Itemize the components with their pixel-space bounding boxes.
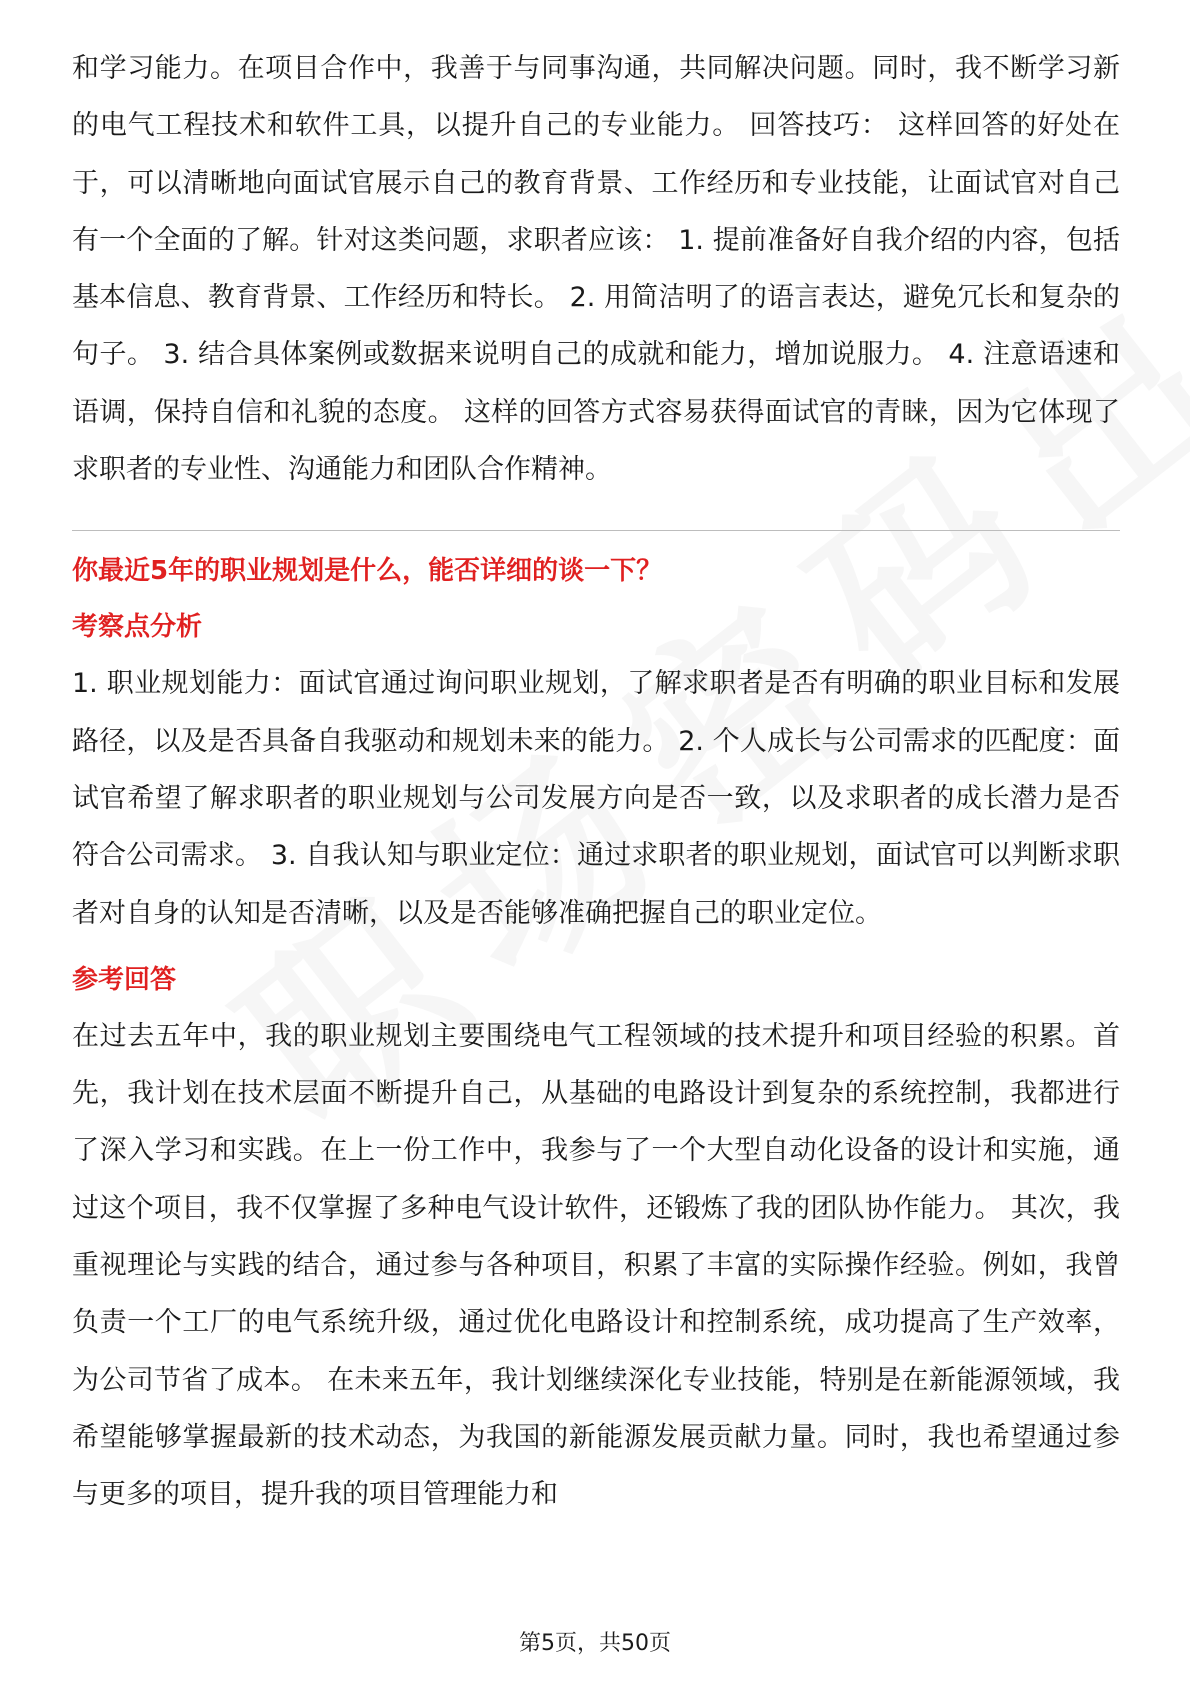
page-number: 第5页，共50页 bbox=[519, 1631, 671, 1656]
analysis-heading: 考察点分析 bbox=[72, 612, 203, 643]
question-heading: 你最近5年的职业规划是什么，能否详细的谈一下？ bbox=[72, 556, 663, 587]
page-content bbox=[72, 40, 1120, 1524]
intro-paragraph: 和学习能力。在项目合作中，我善于与同事沟通，共同解决问题。同时，我不断学习新的电气工程技术和软件工具，以提升自己的专业能力。 回答技巧： 这样回答的好处在于，可以清晰地向面试官展示自己的教育背景、工作经历和专业技能，让面试官对自己有一个全面的了解。针对这类问题，求职者应该： 1. 提前准备好自我介绍的内容，包括基本信息、教育背景、工作经历和特长。 2. 用简洁明了的语言表达，避免冗长和复杂的句子。 3. 结合具体案例或数据来说明自己的成就和能力，增加说服力。 4. 注意语速和语调，保持自信和礼貌的态度。 这样的回答方式容易获得面试官的青睐，因为它体现了求职者的专业性、沟通能力和团队合作精神。 bbox=[72, 53, 1120, 486]
reference-answer-heading: 参考回答 bbox=[72, 964, 177, 995]
section-divider bbox=[72, 530, 1120, 531]
analysis-paragraph: 1. 职业规划能力：面试官通过询问职业规划，了解求职者是否有明确的职业目标和发展路径，以及是否具备自我驱动和规划未来的能力。 2. 个人成长与公司需求的匹配度：面试官希望了解求职者的职业规划与公司发展方向是否一致，以及求职者的成长潜力是否符合公司需求。 3. 自我认知与职业定位：通过求职者的职业规划，面试官可以判断求职者对自身的认知是否清晰，以及是否能够准确把握自己的职业定位。 bbox=[72, 668, 1120, 929]
reference-answer-paragraph: 在过去五年中，我的职业规划主要围绕电气工程领域的技术提升和项目经验的积累。首先，我计划在技术层面不断提升自己，从基础的电路设计到复杂的系统控制，我都进行了深入学习和实践。在上一份工作中，我参与了一个大型自动化设备的设计和实施，通过这个项目，我不仅掌握了多种电气设计软件，还锻炼了我的团队协作能力。 其次，我重视理论与实践的结合，通过参与各种项目，积累了丰富的实际操作经验。例如，我曾负责一个工厂的电气系统升级，通过优化电路设计和控制系统，成功提高了生产效率，为公司节省了成本。 在未来五年，我计划继续深化专业技能，特别是在新能源领域，我希望能够掌握最新的技术动态，为我国的新能源发展贡献力量。同时，我也希望通过参与更多的项目，提升我的项目管理能力和 bbox=[72, 1020, 1120, 1511]
